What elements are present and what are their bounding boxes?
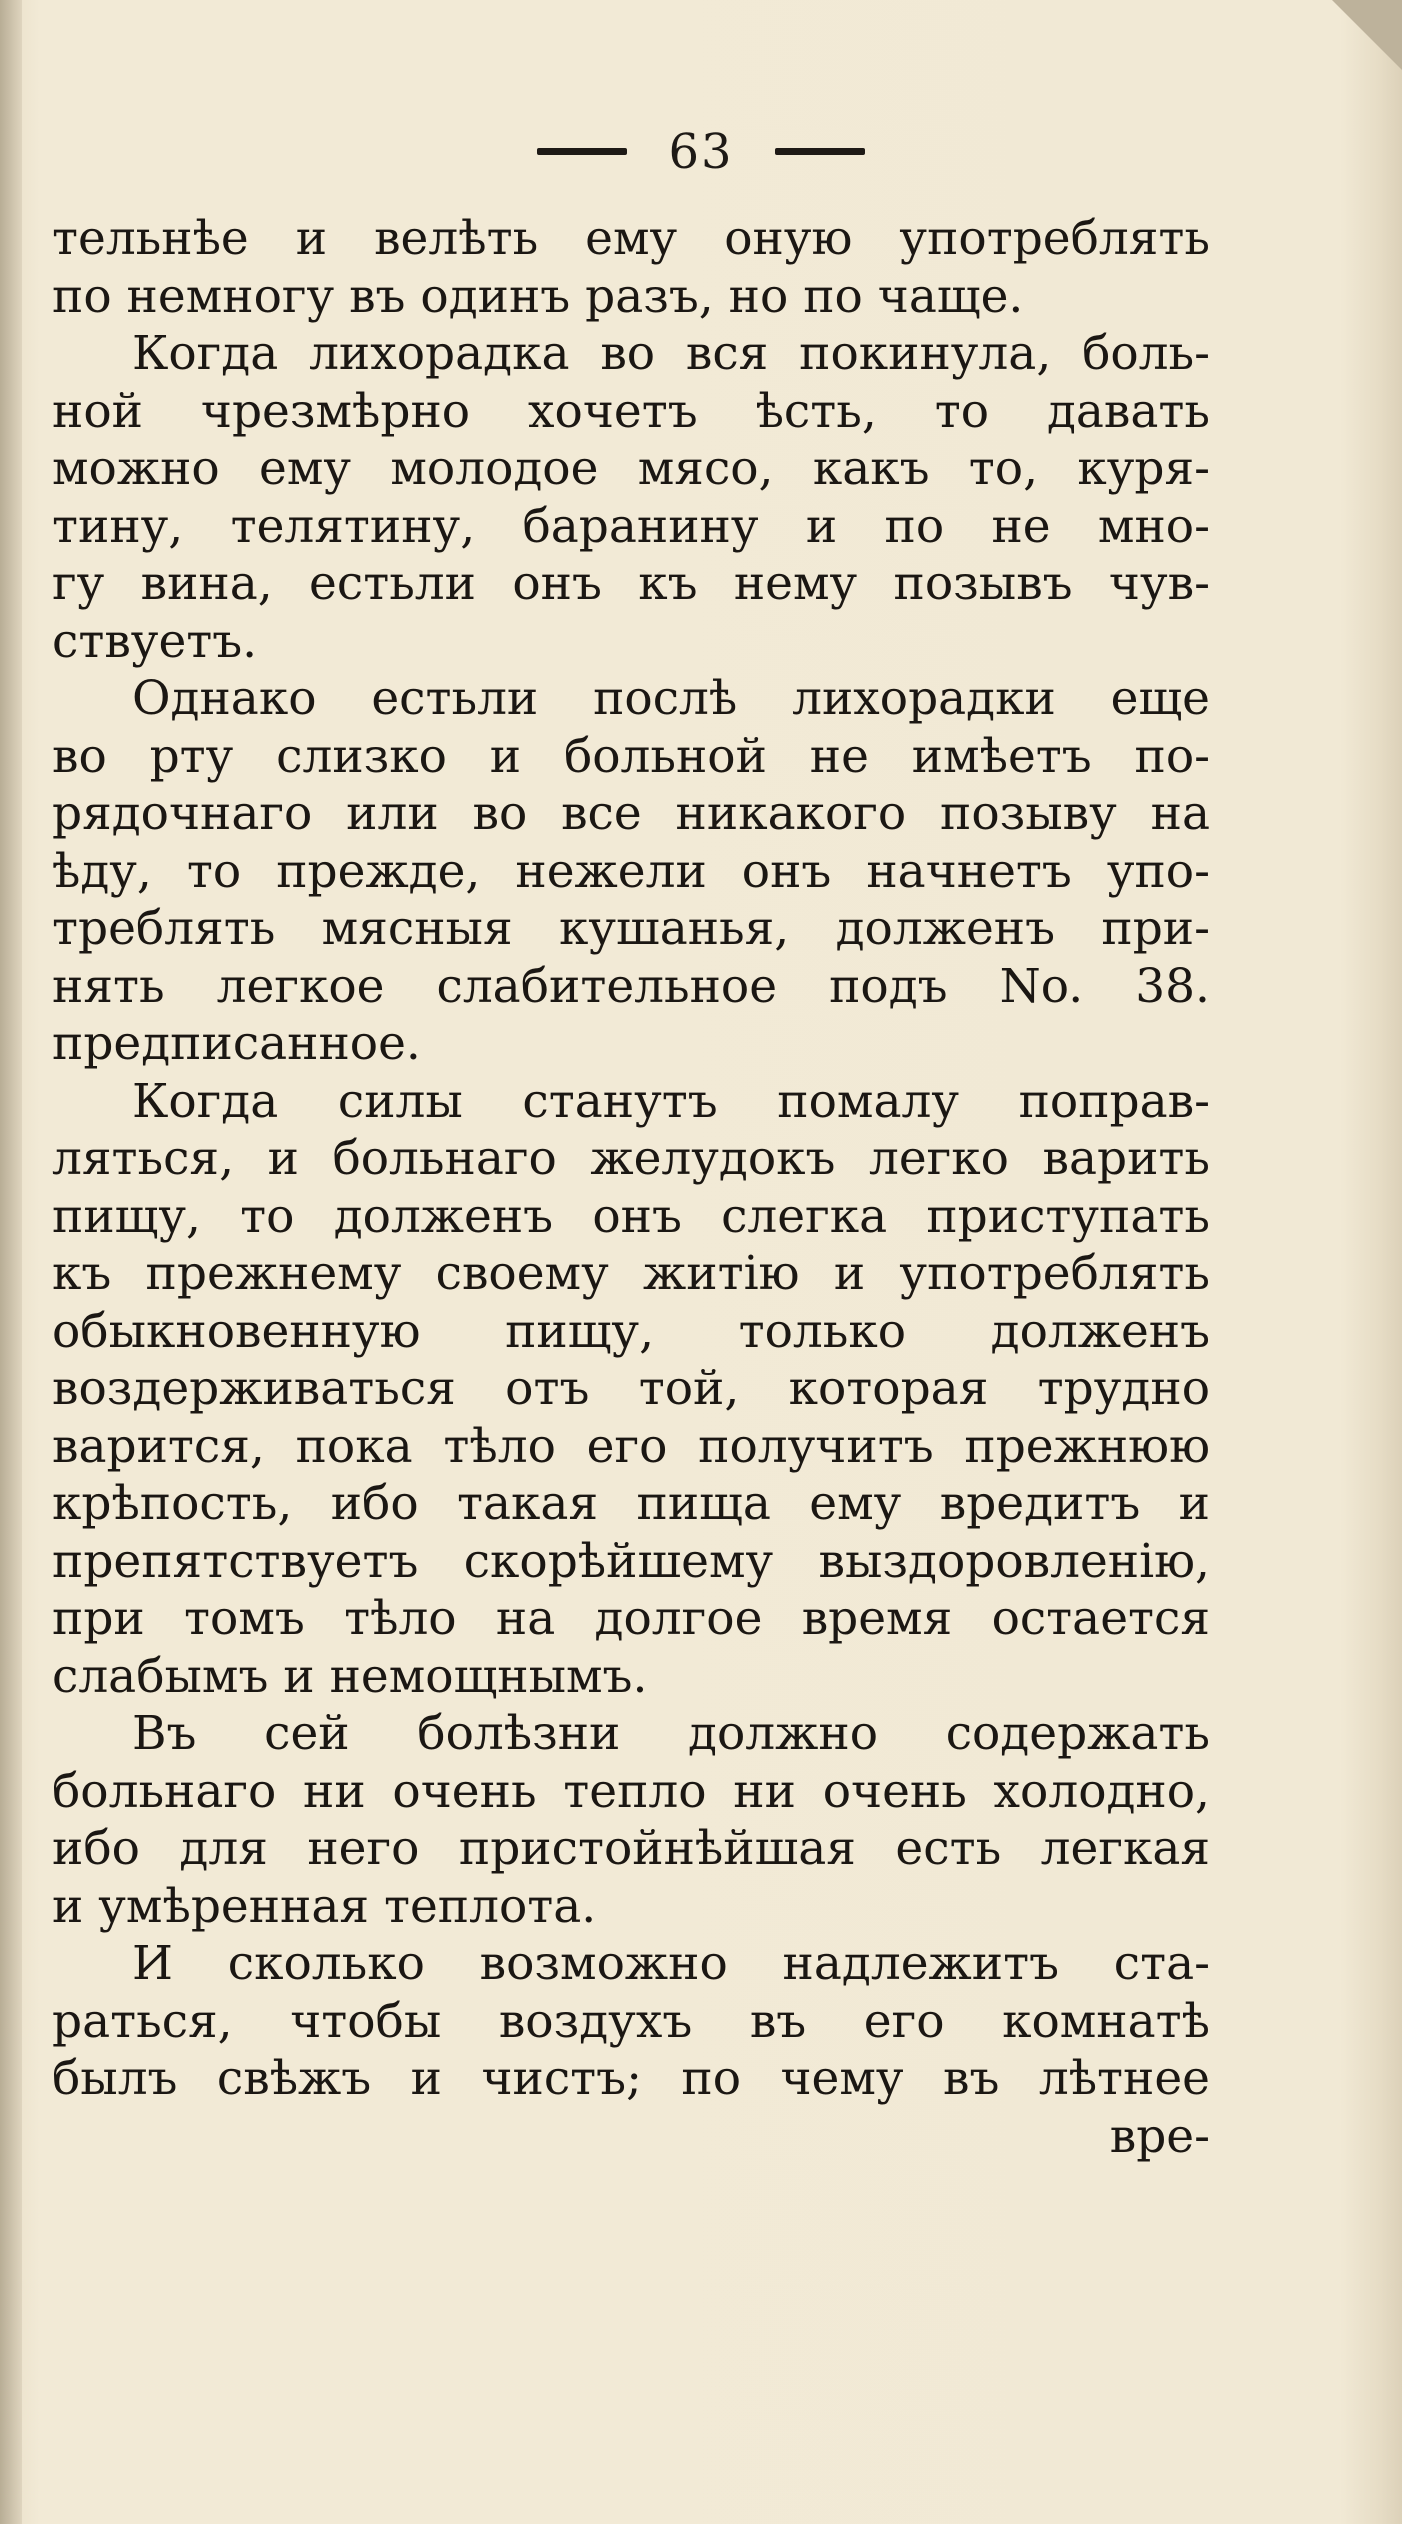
- text-line: и умѣренная теплота.: [52, 1878, 597, 1934]
- text-line: ствуетъ.: [52, 613, 258, 669]
- text-line: обыкновенную пищу, только долженъ: [52, 1303, 1210, 1359]
- header-dash-left: [537, 148, 627, 155]
- page-header: [0, 120, 1402, 200]
- text-line: больнаго ни очень тепло ни очень холодно,: [52, 1763, 1210, 1819]
- text-line: былъ свѣжъ и чистъ; по чему въ лѣтнее: [52, 2051, 1210, 2106]
- text-line: тельнѣе и велѣть ему оную употреблять: [52, 211, 1210, 266]
- text-line: при томъ тѣло на долгое время остается: [52, 1591, 1210, 1646]
- page-gutter-shadow: [0, 0, 22, 2524]
- text-line: можно ему молодое мясо, какъ то, куря-: [52, 441, 1210, 496]
- page-number: 63: [668, 123, 734, 180]
- text-line: во рту слизко и больной не имѣетъ по-: [52, 728, 1210, 784]
- text-line: ѣду, то прежде, нежели онъ начнетъ упо-: [52, 843, 1210, 899]
- text-line: гу вина, естьли онъ къ нему позывъ чув-: [52, 556, 1210, 611]
- text-line: варится, пока тѣло его получитъ прежнюю: [52, 1418, 1210, 1474]
- page-corner-fold: [1332, 0, 1402, 70]
- text-line: пищу, то долженъ онъ слегка приступать: [52, 1188, 1210, 1244]
- text-line: треблять мясныя кушанья, долженъ при-: [52, 901, 1210, 956]
- text-line: рядочнаго или во все никакого позыву на: [52, 786, 1210, 841]
- text-line: нять легкое слабительное подъ No. 38.: [52, 958, 1210, 1014]
- text-line: предписанное.: [52, 1016, 421, 1071]
- text-line: слабымъ и немощнымъ.: [52, 1648, 648, 1704]
- text-line: Въ сей болѣзни должно содержать: [132, 1706, 1210, 1761]
- text-line: Однако естьли послѣ лихорадки еще: [132, 671, 1210, 726]
- catchword: вре-: [1109, 2108, 1210, 2164]
- header-dash-right: [775, 148, 865, 155]
- text-line: ной чрезмѣрно хочетъ ѣсть, то давать: [52, 383, 1210, 439]
- text-line: къ прежнему своему житію и употреблять: [52, 1246, 1210, 1301]
- text-line: И сколько возможно надлежитъ ста-: [132, 1936, 1210, 1991]
- text-line: Когда силы станутъ помалу поправ-: [132, 1073, 1210, 1129]
- text-line: по немногу въ одинъ разъ, но по чаще.: [52, 268, 1024, 324]
- text-line: раться, чтобы воздухъ въ его комнатѣ: [52, 1993, 1210, 2049]
- text-line: крѣпость, ибо такая пища ему вредитъ и: [52, 1476, 1210, 1531]
- text-line: ибо для него пристойнѣйшая есть легкая: [52, 1821, 1210, 1876]
- text-line: Когда лихорадка во вся покинула, боль-: [132, 326, 1210, 381]
- text-line: препятствуетъ скорѣйшему выздоровленію,: [52, 1533, 1210, 1589]
- text-line: ляться, и больнаго желудокъ легко варить: [52, 1131, 1210, 1186]
- body-text: [52, 210, 1210, 2165]
- text-line: воздерживаться отъ той, которая трудно: [52, 1361, 1210, 1416]
- text-line: тину, телятину, баранину и по не мно-: [52, 498, 1210, 554]
